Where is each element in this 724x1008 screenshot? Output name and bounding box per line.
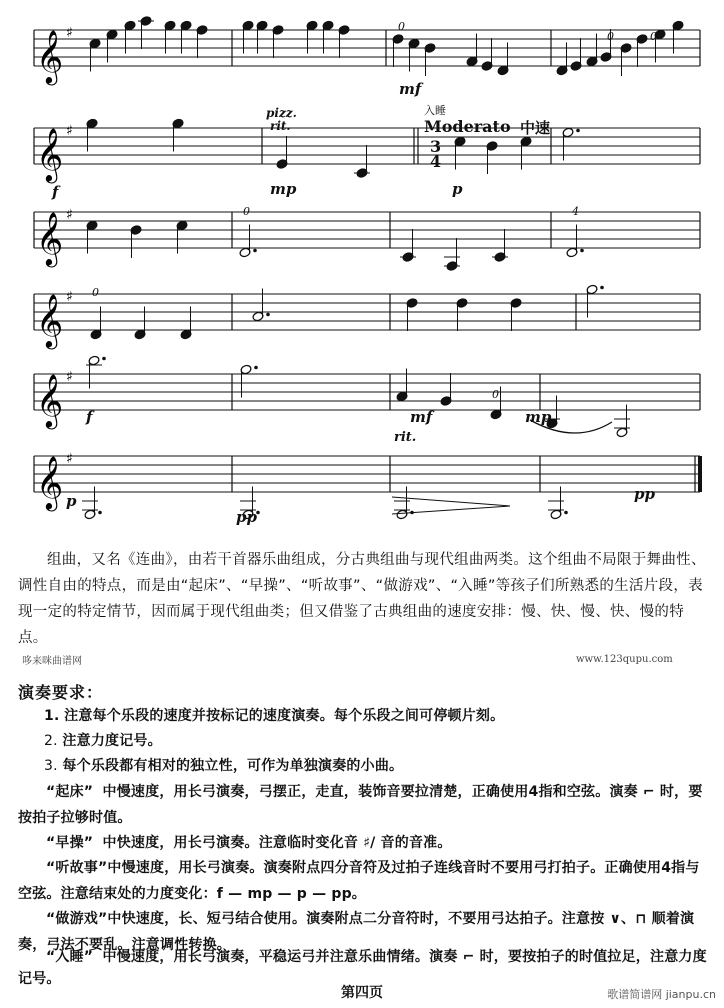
tempo-marking-cn: 中速 (520, 119, 551, 137)
dynamic-mp: mp (525, 408, 552, 426)
requirements-title: 演奏要求： (18, 683, 104, 702)
intro-paragraph: 组曲，又名《连曲》，由若干首器乐曲组成，分古典组曲与现代组曲两类。这个组曲不局限于舞曲性、调性自由的特点，而是由“起床”、“早操”、“听故事”、“做游戏”、“入睡”等孩子们所熟悉的生活片段，表现一定的特定情节，因而属于现代组曲类；但又借鉴了古典组曲的速度安排：慢、快、慢、快、慢的特点。 (18, 552, 706, 646)
staff-lines (34, 30, 700, 492)
decrescendo-hairpin (392, 497, 510, 514)
augmentation-dot (102, 357, 106, 361)
barlines (34, 30, 702, 492)
time-signature-bottom: 4 (430, 152, 442, 171)
requirement-item: 2. 注意力度记号。 (44, 733, 162, 749)
treble-clef: 𝄞 (36, 29, 64, 83)
augmentation-dot (253, 249, 257, 253)
treble-clefs (36, 25, 73, 511)
requirement-item: 1. 注意每个乐段的速度并按标记的速度演奏。每个乐段之间可停顿片刻。 (44, 708, 505, 724)
augmentation-dot (580, 249, 584, 253)
augmentation-dot (266, 313, 270, 317)
augmentation-dot (98, 511, 102, 515)
key-signature-sharp: ♯ (66, 369, 73, 385)
dynamic-p: p (452, 180, 463, 198)
requirement-section-zaocao: “早操” 中快速度，用长弓演奏。注意临时变化音 ♯/ 音的音准。 (46, 835, 452, 851)
source-url: www.123qupu.com (576, 654, 673, 665)
page-number: 第四页 (341, 985, 383, 1001)
key-signature-sharp: ♯ (66, 25, 73, 41)
augmentation-dot (564, 511, 568, 515)
fingering-0: 0 (92, 286, 99, 299)
dynamic-pp: pp (236, 508, 257, 526)
requirement-section-tinggushi: “听故事”中慢速度，用长弓演奏。演奏附点四分音符及过拍子连线音时不要用弓打拍子。正确使用4指与空弦。注意结束处的力度变化：f — mp — p — pp。 (18, 860, 700, 902)
fingering-4: 4 (572, 205, 579, 218)
key-signature-sharp: ♯ (66, 451, 73, 467)
treble-clef: 𝄞 (36, 373, 64, 427)
dynamic-mf: mf (399, 80, 422, 98)
dynamic-f: f (52, 183, 59, 201)
requirement-section-rushui: “入睡” 中慢速度，用长弓演奏，平稳运弓并注意乐曲情绪。演奏 ⌐ 时，要按拍子的时值拉足，注意力度记号。 (18, 949, 707, 987)
augmentation-dot (600, 286, 604, 290)
final-barline (698, 456, 702, 492)
notes (82, 16, 684, 520)
tempo-marking: Moderato (424, 117, 511, 136)
section-label-rushui: 入睡 (424, 104, 446, 117)
pizz-marking: pizz. (266, 106, 297, 120)
key-signature-sharp: ♯ (66, 207, 73, 223)
rit-marking: rit. (270, 119, 291, 133)
time-signature-top: 3 (430, 137, 442, 156)
fingering-0: 0 (650, 30, 657, 43)
rit-marking: rit. (394, 430, 417, 445)
fingering-0: 0 (243, 205, 250, 218)
requirement-section-zuoyouxi: “做游戏”中快速度，长、短弓结合使用。演奏附点二分音符时，不要用弓达拍子。注意按 ∨、⊓ 顺着演奏，弓法不要乱。注意调性转换。 (18, 911, 695, 953)
fingering-0: 0 (398, 20, 405, 33)
dynamic-f: f (86, 408, 93, 426)
fingering-0: 0 (607, 30, 614, 43)
augmentation-dot (254, 366, 258, 370)
augmentation-dot (576, 129, 580, 133)
watermark: 歌谱简谱网 jianpu.cn (607, 988, 716, 1001)
key-signature-sharp: ♯ (66, 123, 73, 139)
treble-clef: 𝄞 (36, 211, 64, 265)
key-signature-sharp: ♯ (66, 289, 73, 305)
treble-clef: 𝄞 (36, 455, 64, 509)
dynamic-mf: mf (410, 408, 433, 426)
source-credit: 哆来咪曲谱网 (22, 656, 82, 667)
dynamic-mp: mp (270, 180, 297, 198)
fingering-0: 0 (492, 388, 499, 401)
dynamic-p: p (66, 492, 77, 510)
treble-clef: 𝄞 (36, 127, 64, 181)
requirement-section-qichuang: “起床” 中慢速度，用长弓演奏，弓摆正，走直，装饰音要拉清楚，正确使用4指和空弦。演奏 ⌐ 时，要按拍子拉够时值。 (18, 784, 703, 826)
treble-clef: 𝄞 (36, 293, 64, 347)
dynamic-pp: pp (634, 485, 655, 503)
requirement-item: 3. 每个乐段都有相对的独立性，可作为单独演奏的小曲。 (44, 758, 404, 774)
